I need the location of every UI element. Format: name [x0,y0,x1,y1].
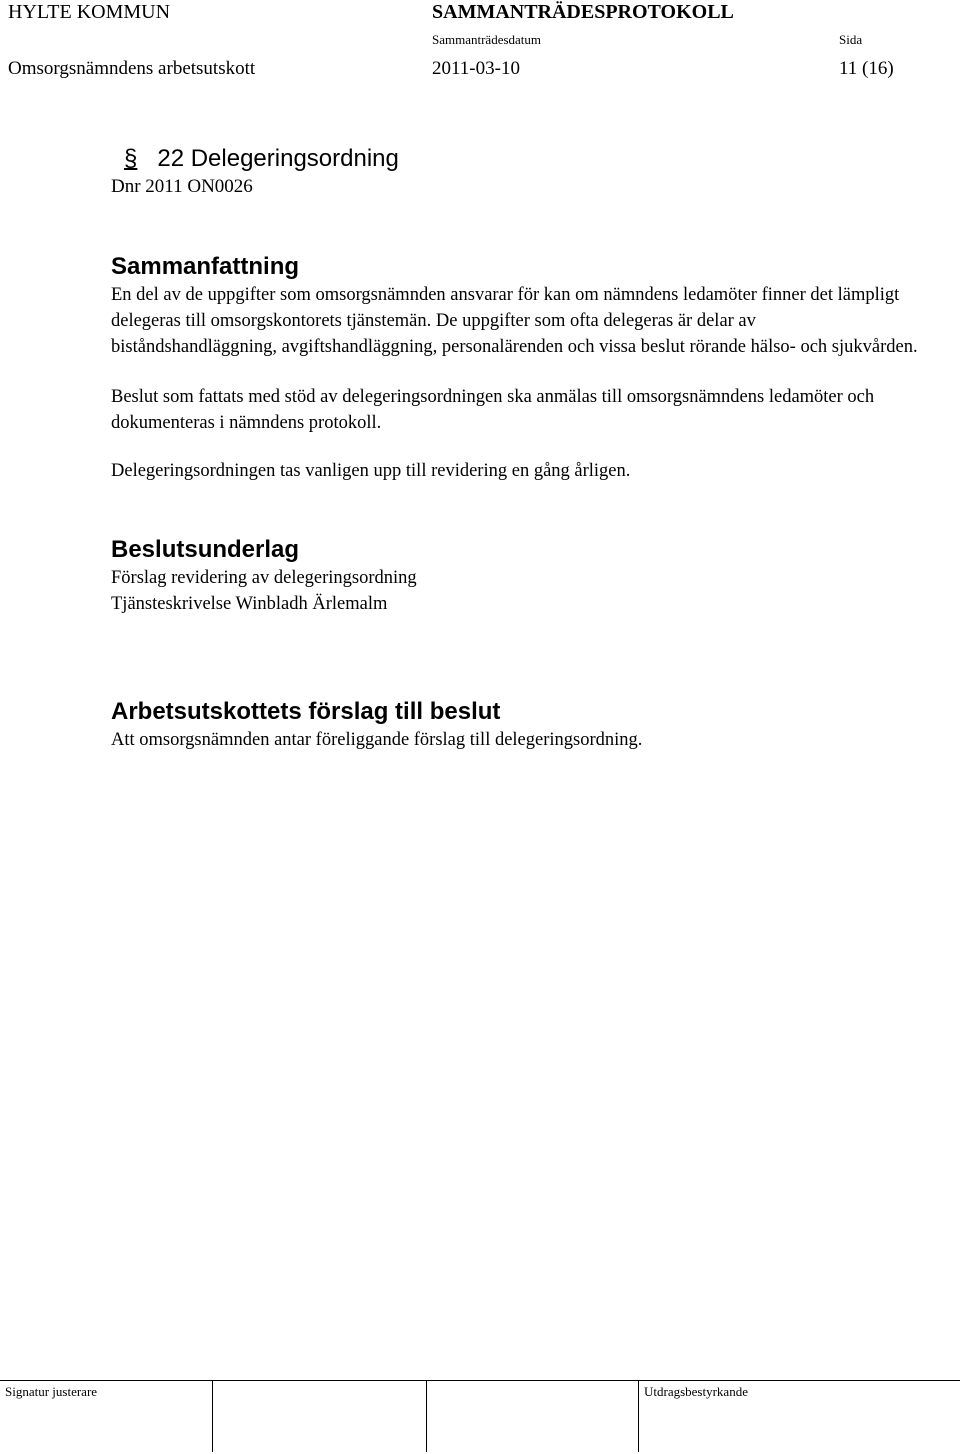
summary-paragraph-1: En del av de uppgifter som omsorgsnämnden ansvarar för kan om nämndens ledamöter finner det lämpligt delegeras till omsorgskontorets tjänstemän. De uppgifter som ofta delegeras är delar av biståndshandläggning, avgiftshandläggning, personalärenden och vissa beslut rörande hälso- och sjukvården. [111,285,918,357]
proposal-text: Att omsorgsnämnden antar föreliggande förslag till delegeringsordning. [111,730,643,750]
proposal-section [111,697,921,753]
summary-heading: Sammanfattning [111,253,300,280]
signature-label: Signatur justerare [5,1384,98,1399]
basis-item-1: Förslag revidering av delegeringsordning [111,568,417,588]
footer-divider [0,1380,960,1381]
proposal-heading: Arbetsutskottets förslag till beslut [111,698,501,725]
footer-column-divider [212,1380,213,1452]
section-title [124,145,399,173]
footer-column-divider [638,1380,639,1452]
organization-name: HYLTE KOMMUN [8,1,171,23]
page-label: Sida [839,32,863,47]
section-symbol: § [124,145,138,172]
summary-section [111,252,921,484]
basis-section [111,535,921,617]
summary-paragraph-3: Delegeringsordningen tas vanligen upp till revidering en gång årligen. [111,461,631,481]
case-number: Dnr 2011 ON0026 [111,176,253,197]
basis-item-2: Tjänsteskrivelse Winbladh Ärlemalm [111,594,388,614]
extract-label: Utdragsbestyrkande [644,1384,748,1399]
page-number: 11 (16) [839,58,894,79]
date-label: Sammanträdesdatum [432,32,542,47]
document-type: SAMMANTRÄDESPROTOKOLL [432,1,734,23]
basis-heading: Beslutsunderlag [111,536,300,563]
meeting-date: 2011-03-10 [432,58,520,79]
committee-name: Omsorgsnämndens arbetsutskott [8,58,256,79]
summary-paragraph-2: Beslut som fattats med stöd av delegeringsordningen ska anmälas till omsorgsnämndens ledamöter och dokumenteras i nämndens protokoll. [111,387,875,433]
footer-column-divider [426,1380,427,1452]
section-number-title: 22 Delegeringsordning [157,145,399,172]
